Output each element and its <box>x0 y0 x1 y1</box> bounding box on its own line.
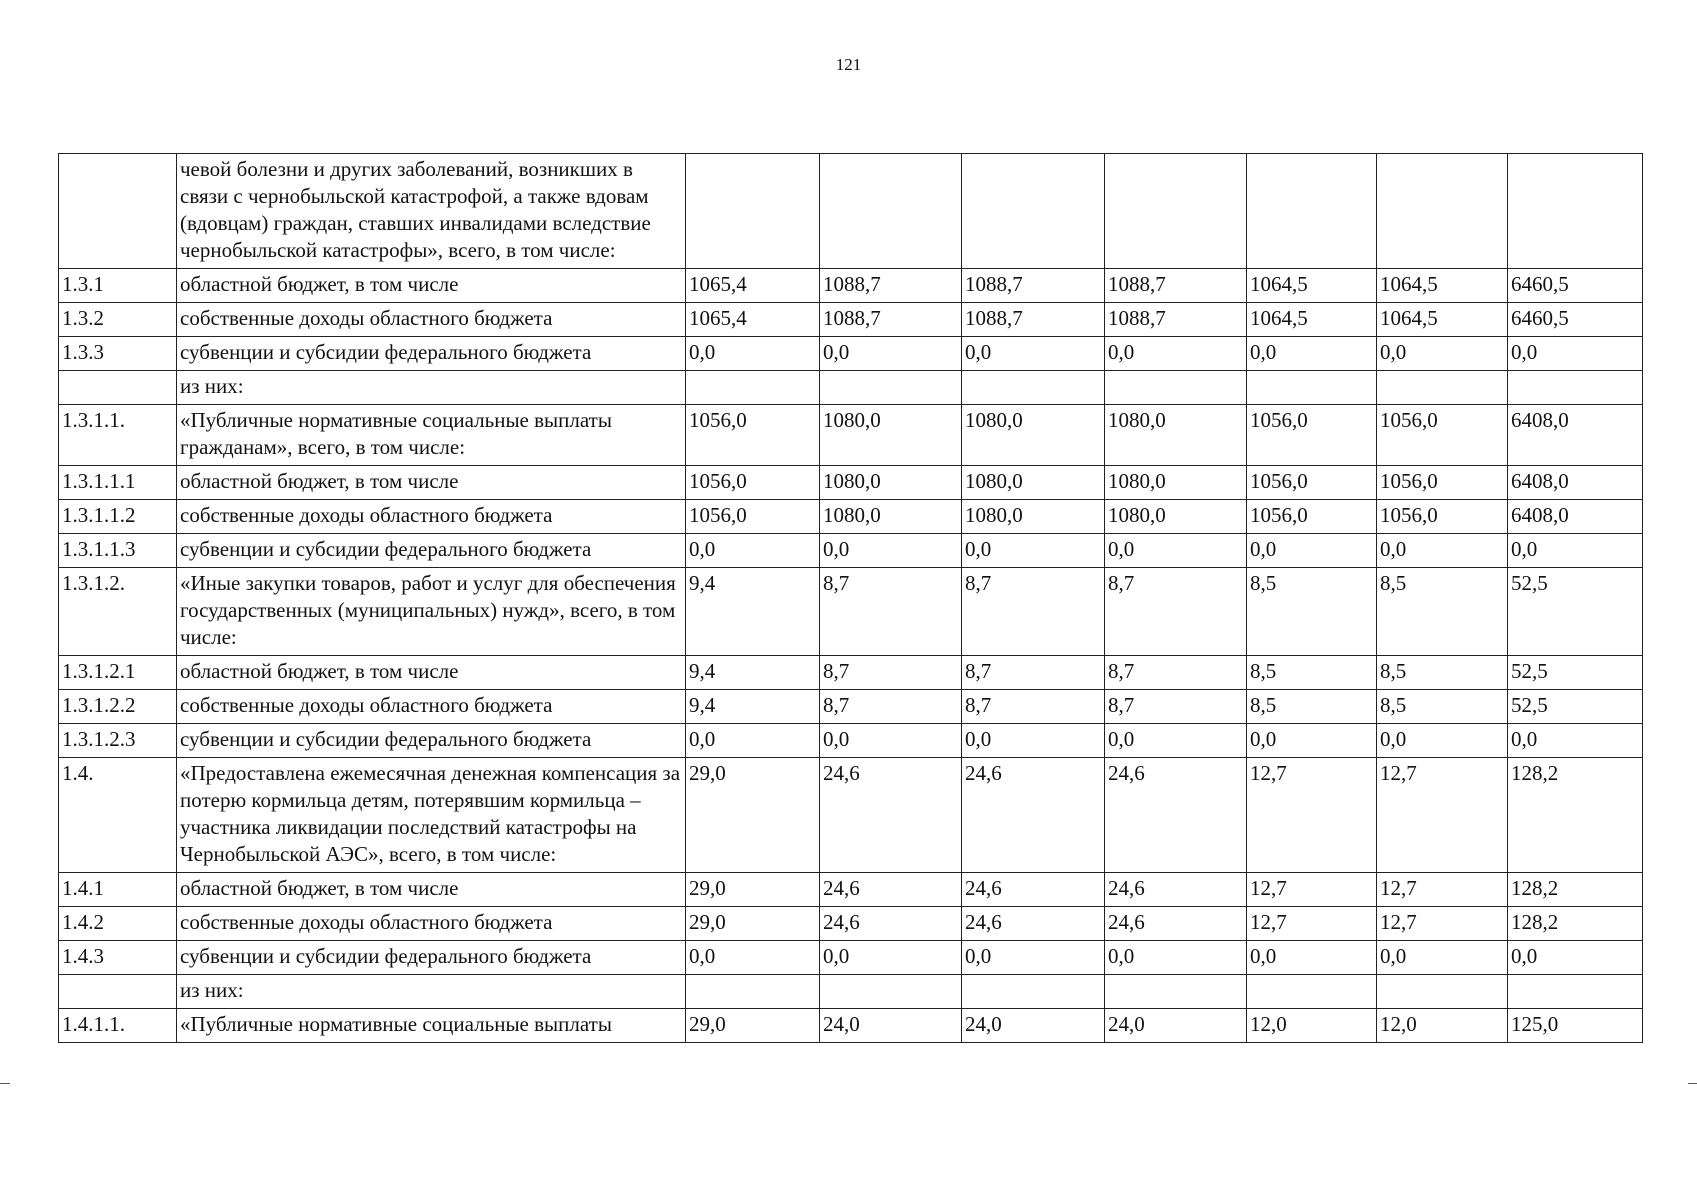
value-cell: 1064,5 <box>1247 303 1377 337</box>
value-cell: 1088,7 <box>820 303 962 337</box>
value-cell: 0,0 <box>1508 941 1643 975</box>
row-description-cell: собственные доходы областного бюджета <box>177 690 686 724</box>
value-cell <box>686 975 820 1009</box>
value-cell: 0,0 <box>1508 724 1643 758</box>
row-code-cell <box>59 371 177 405</box>
value-cell: 1080,0 <box>1105 405 1247 466</box>
value-cell: 0,0 <box>686 337 820 371</box>
value-cell: 1056,0 <box>1247 466 1377 500</box>
table-row <box>59 303 1643 337</box>
row-description-cell: субвенции и субсидии федерального бюджета <box>177 337 686 371</box>
value-cell: 8,7 <box>820 690 962 724</box>
value-cell: 1056,0 <box>686 466 820 500</box>
value-cell: 0,0 <box>1377 337 1508 371</box>
row-code-cell: 1.3.1.1.3 <box>59 534 177 568</box>
row-code-cell: 1.4.2 <box>59 907 177 941</box>
value-cell <box>1105 371 1247 405</box>
row-code-cell: 1.4.3 <box>59 941 177 975</box>
value-cell: 128,2 <box>1508 758 1643 873</box>
value-cell: 1080,0 <box>820 466 962 500</box>
value-cell: 8,7 <box>1105 690 1247 724</box>
value-cell <box>962 975 1105 1009</box>
value-cell: 6460,5 <box>1508 303 1643 337</box>
value-cell: 8,7 <box>1105 656 1247 690</box>
value-cell <box>1508 371 1643 405</box>
value-cell: 1080,0 <box>962 466 1105 500</box>
table-row <box>59 269 1643 303</box>
value-cell <box>686 371 820 405</box>
value-cell: 12,7 <box>1247 758 1377 873</box>
value-cell: 12,7 <box>1247 873 1377 907</box>
row-code-cell: 1.3.1 <box>59 269 177 303</box>
value-cell: 1056,0 <box>1247 500 1377 534</box>
row-code-cell: 1.3.1.2.2 <box>59 690 177 724</box>
table-row <box>59 466 1643 500</box>
value-cell: 0,0 <box>962 941 1105 975</box>
value-cell <box>1247 975 1377 1009</box>
value-cell <box>820 371 962 405</box>
table-row <box>59 690 1643 724</box>
value-cell <box>1377 154 1508 269</box>
value-cell: 8,5 <box>1247 568 1377 656</box>
row-description-cell: собственные доходы областного бюджета <box>177 303 686 337</box>
row-description-cell: «Публичные нормативные социальные выплаты <box>177 1009 686 1043</box>
row-description-cell: чевой болезни и других заболеваний, возникших в связи с чернобыльской катастрофой, а также вдовам (вдовцам) граждан, ставших инвалидами вследствие чернобыльской катастрофы», всего, в том числе: <box>177 154 686 269</box>
page-number: 121 <box>835 55 862 74</box>
value-cell: 8,5 <box>1377 568 1508 656</box>
value-cell: 8,7 <box>962 656 1105 690</box>
row-code-cell: 1.3.2 <box>59 303 177 337</box>
value-cell: 1088,7 <box>1105 269 1247 303</box>
budget-table <box>58 153 1643 1043</box>
value-cell: 9,4 <box>686 690 820 724</box>
value-cell: 6408,0 <box>1508 500 1643 534</box>
value-cell <box>1247 371 1377 405</box>
value-cell <box>1508 975 1643 1009</box>
table-row <box>59 405 1643 466</box>
value-cell: 0,0 <box>1247 941 1377 975</box>
value-cell <box>962 154 1105 269</box>
value-cell <box>1508 154 1643 269</box>
value-cell: 0,0 <box>686 724 820 758</box>
row-description-cell: «Предоставлена ежемесячная денежная компенсация за потерю кормильца детям, потерявшим кормильца – участника ликвидации последствий катастрофы на Чернобыльской АЭС», всего, в том числе: <box>177 758 686 873</box>
row-description-cell: субвенции и субсидии федерального бюджета <box>177 534 686 568</box>
value-cell: 24,0 <box>820 1009 962 1043</box>
row-description-cell: областной бюджет, в том числе <box>177 466 686 500</box>
value-cell: 0,0 <box>1105 941 1247 975</box>
row-description-cell: областной бюджет, в том числе <box>177 656 686 690</box>
table-row <box>59 975 1643 1009</box>
value-cell: 0,0 <box>1247 534 1377 568</box>
value-cell: 1056,0 <box>1377 500 1508 534</box>
value-cell: 24,6 <box>962 758 1105 873</box>
value-cell: 0,0 <box>1508 534 1643 568</box>
value-cell: 1056,0 <box>1377 405 1508 466</box>
row-code-cell: 1.3.1.1.1 <box>59 466 177 500</box>
value-cell: 12,0 <box>1247 1009 1377 1043</box>
table-row <box>59 337 1643 371</box>
value-cell: 0,0 <box>962 534 1105 568</box>
table-row <box>59 907 1643 941</box>
value-cell: 0,0 <box>1508 337 1643 371</box>
value-cell: 128,2 <box>1508 907 1643 941</box>
row-description-cell: из них: <box>177 371 686 405</box>
value-cell: 1064,5 <box>1377 269 1508 303</box>
value-cell: 29,0 <box>686 758 820 873</box>
value-cell: 1080,0 <box>962 500 1105 534</box>
value-cell: 12,0 <box>1377 1009 1508 1043</box>
value-cell: 0,0 <box>962 337 1105 371</box>
value-cell: 24,6 <box>1105 873 1247 907</box>
value-cell <box>1377 975 1508 1009</box>
value-cell: 0,0 <box>686 534 820 568</box>
value-cell <box>962 371 1105 405</box>
value-cell: 9,4 <box>686 568 820 656</box>
row-description-cell: «Публичные нормативные социальные выплаты гражданам», всего, в том числе: <box>177 405 686 466</box>
row-description-cell: субвенции и субсидии федерального бюджета <box>177 724 686 758</box>
value-cell: 24,6 <box>820 907 962 941</box>
value-cell: 24,6 <box>820 758 962 873</box>
value-cell: 8,5 <box>1377 690 1508 724</box>
row-code-cell: 1.4.1.1. <box>59 1009 177 1043</box>
value-cell: 1088,7 <box>962 269 1105 303</box>
table-row <box>59 154 1643 269</box>
value-cell: 6460,5 <box>1508 269 1643 303</box>
value-cell: 24,6 <box>962 873 1105 907</box>
row-code-cell: 1.3.1.1. <box>59 405 177 466</box>
value-cell: 1056,0 <box>686 500 820 534</box>
row-code-cell: 1.3.1.1.2 <box>59 500 177 534</box>
value-cell: 8,5 <box>1247 656 1377 690</box>
value-cell: 9,4 <box>686 656 820 690</box>
value-cell: 0,0 <box>1247 337 1377 371</box>
table-row <box>59 758 1643 873</box>
row-code-cell: 1.3.3 <box>59 337 177 371</box>
row-description-cell: из них: <box>177 975 686 1009</box>
value-cell: 1064,5 <box>1247 269 1377 303</box>
value-cell <box>1105 975 1247 1009</box>
value-cell: 1080,0 <box>1105 466 1247 500</box>
table-row <box>59 1009 1643 1043</box>
row-code-cell <box>59 154 177 269</box>
row-code-cell: 1.4. <box>59 758 177 873</box>
value-cell: 29,0 <box>686 907 820 941</box>
row-code-cell: 1.3.1.2.3 <box>59 724 177 758</box>
value-cell: 0,0 <box>820 337 962 371</box>
value-cell: 1056,0 <box>1377 466 1508 500</box>
value-cell: 52,5 <box>1508 656 1643 690</box>
value-cell: 1056,0 <box>1247 405 1377 466</box>
value-cell: 6408,0 <box>1508 466 1643 500</box>
value-cell: 125,0 <box>1508 1009 1643 1043</box>
value-cell <box>820 975 962 1009</box>
value-cell: 24,6 <box>820 873 962 907</box>
value-cell: 52,5 <box>1508 690 1643 724</box>
value-cell: 0,0 <box>1377 534 1508 568</box>
value-cell: 29,0 <box>686 1009 820 1043</box>
value-cell: 1080,0 <box>1105 500 1247 534</box>
row-description-cell: собственные доходы областного бюджета <box>177 500 686 534</box>
value-cell: 24,6 <box>962 907 1105 941</box>
value-cell: 1080,0 <box>962 405 1105 466</box>
table-row <box>59 534 1643 568</box>
value-cell: 8,7 <box>962 690 1105 724</box>
table-row <box>59 371 1643 405</box>
value-cell <box>1247 154 1377 269</box>
value-cell <box>1105 154 1247 269</box>
value-cell: 24,0 <box>962 1009 1105 1043</box>
value-cell: 1080,0 <box>820 500 962 534</box>
table-row <box>59 873 1643 907</box>
value-cell: 1088,7 <box>820 269 962 303</box>
row-description-cell: областной бюджет, в том числе <box>177 269 686 303</box>
row-code-cell: 1.3.1.2.1 <box>59 656 177 690</box>
value-cell: 24,6 <box>1105 907 1247 941</box>
value-cell: 0,0 <box>1377 724 1508 758</box>
row-code-cell <box>59 975 177 1009</box>
row-code-cell: 1.3.1.2. <box>59 568 177 656</box>
value-cell: 8,7 <box>820 568 962 656</box>
value-cell: 8,5 <box>1377 656 1508 690</box>
row-description-cell: областной бюджет, в том числе <box>177 873 686 907</box>
value-cell: 24,6 <box>1105 758 1247 873</box>
table-row <box>59 941 1643 975</box>
value-cell: 12,7 <box>1247 907 1377 941</box>
value-cell: 0,0 <box>686 941 820 975</box>
value-cell: 0,0 <box>1105 724 1247 758</box>
value-cell: 0,0 <box>820 724 962 758</box>
value-cell: 1080,0 <box>820 405 962 466</box>
value-cell: 128,2 <box>1508 873 1643 907</box>
margin-mark-right <box>1688 1083 1697 1084</box>
value-cell <box>686 154 820 269</box>
value-cell <box>1377 371 1508 405</box>
value-cell: 0,0 <box>820 941 962 975</box>
value-cell: 0,0 <box>1105 534 1247 568</box>
value-cell: 6408,0 <box>1508 405 1643 466</box>
table-row <box>59 656 1643 690</box>
value-cell: 1064,5 <box>1377 303 1508 337</box>
table-row <box>59 568 1643 656</box>
value-cell: 1065,4 <box>686 303 820 337</box>
value-cell: 1088,7 <box>1105 303 1247 337</box>
table-row <box>59 724 1643 758</box>
value-cell: 24,0 <box>1105 1009 1247 1043</box>
value-cell: 8,5 <box>1247 690 1377 724</box>
value-cell: 52,5 <box>1508 568 1643 656</box>
value-cell: 8,7 <box>820 656 962 690</box>
row-description-cell: «Иные закупки товаров, работ и услуг для обеспечения государственных (муниципальных) нужд», всего, в том числе: <box>177 568 686 656</box>
value-cell: 0,0 <box>962 724 1105 758</box>
value-cell: 1065,4 <box>686 269 820 303</box>
margin-mark-left <box>0 1083 10 1084</box>
value-cell: 29,0 <box>686 873 820 907</box>
value-cell: 8,7 <box>1105 568 1247 656</box>
value-cell: 12,7 <box>1377 907 1508 941</box>
value-cell: 8,7 <box>962 568 1105 656</box>
value-cell: 1088,7 <box>962 303 1105 337</box>
value-cell <box>820 154 962 269</box>
value-cell: 0,0 <box>1377 941 1508 975</box>
row-code-cell: 1.4.1 <box>59 873 177 907</box>
value-cell: 0,0 <box>1247 724 1377 758</box>
row-description-cell: собственные доходы областного бюджета <box>177 907 686 941</box>
row-description-cell: субвенции и субсидии федерального бюджета <box>177 941 686 975</box>
table-row <box>59 500 1643 534</box>
value-cell: 12,7 <box>1377 873 1508 907</box>
value-cell: 0,0 <box>820 534 962 568</box>
value-cell: 1056,0 <box>686 405 820 466</box>
value-cell: 0,0 <box>1105 337 1247 371</box>
value-cell: 12,7 <box>1377 758 1508 873</box>
